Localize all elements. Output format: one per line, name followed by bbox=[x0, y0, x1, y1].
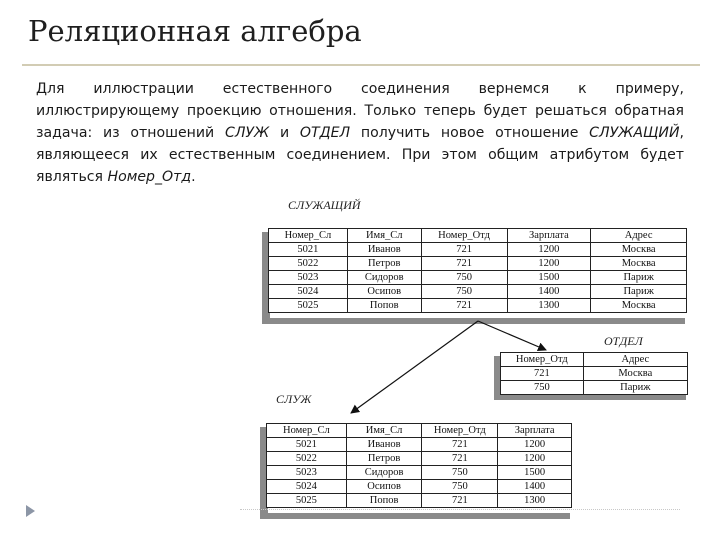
label-sluzh: СЛУЖ bbox=[276, 392, 312, 406]
table-cell: Иванов bbox=[346, 438, 422, 452]
table-cell: Москва bbox=[591, 299, 687, 313]
table-cell: Осипов bbox=[346, 480, 422, 494]
table-cell: 1500 bbox=[498, 466, 572, 480]
table-cell: Москва bbox=[583, 367, 687, 381]
column-header: Имя_Сл bbox=[347, 229, 421, 243]
table-cell: 5021 bbox=[267, 438, 347, 452]
paragraph-text: и bbox=[269, 124, 300, 141]
table-cell: 721 bbox=[422, 494, 498, 508]
table-cell: Петров bbox=[346, 452, 422, 466]
table-cell: 5024 bbox=[267, 480, 347, 494]
table-cell: 1200 bbox=[498, 452, 572, 466]
table-cell: 1200 bbox=[498, 438, 572, 452]
table-cell: 721 bbox=[422, 452, 498, 466]
table-cell: 750 bbox=[421, 271, 507, 285]
table-cell: 5022 bbox=[267, 452, 347, 466]
table-cell: Попов bbox=[346, 494, 422, 508]
table-cell: Сидоров bbox=[347, 271, 421, 285]
table-cell: 5025 bbox=[267, 494, 347, 508]
table-cell: 1200 bbox=[507, 243, 591, 257]
table-cell: 750 bbox=[501, 381, 584, 395]
relation-name: СЛУЖАЩИЙ bbox=[589, 124, 680, 141]
column-header: Адрес bbox=[583, 353, 687, 367]
bullet-arrow-icon bbox=[26, 505, 35, 517]
table-cell: 721 bbox=[421, 299, 507, 313]
table-cell: 5021 bbox=[269, 243, 348, 257]
label-sluzhashchiy: СЛУЖАЩИЙ bbox=[288, 198, 361, 212]
table-cell: Москва bbox=[591, 243, 687, 257]
table-cell: 1300 bbox=[507, 299, 591, 313]
table-cell: 721 bbox=[501, 367, 584, 381]
table-cell: 1200 bbox=[507, 257, 591, 271]
table-cell: 721 bbox=[421, 243, 507, 257]
table-cell: 5023 bbox=[269, 271, 348, 285]
table-cell: 5025 bbox=[269, 299, 348, 313]
column-header: Зарплата bbox=[507, 229, 591, 243]
table-cell: Париж bbox=[591, 285, 687, 299]
column-header: Зарплата bbox=[498, 424, 572, 438]
table-cell: Осипов bbox=[347, 285, 421, 299]
table-cell: Попов bbox=[347, 299, 421, 313]
column-header: Номер_Отд bbox=[421, 229, 507, 243]
table-cell: Париж bbox=[591, 271, 687, 285]
relation-name: ОТДЕЛ bbox=[299, 124, 351, 141]
table-cell: 721 bbox=[422, 438, 498, 452]
footer-divider bbox=[240, 509, 680, 510]
table-cell: 750 bbox=[422, 466, 498, 480]
column-header: Номер_Сл bbox=[269, 229, 348, 243]
table-cell: 5024 bbox=[269, 285, 348, 299]
table-cell: 1400 bbox=[498, 480, 572, 494]
table-cell: 721 bbox=[421, 257, 507, 271]
column-header: Номер_Сл bbox=[267, 424, 347, 438]
table-cell: 750 bbox=[422, 480, 498, 494]
arrow-to-otdel bbox=[478, 321, 546, 350]
relation-name: Номер_Отд bbox=[107, 168, 192, 185]
column-header: Имя_Сл bbox=[346, 424, 422, 438]
paragraph-text: Для иллюстрации естественного соединения вернемся к примеру, иллюстрирующему проекцию отношения. Только теперь будет решаться обратная задача: из отношений bbox=[36, 81, 684, 141]
column-header: Номер_Отд bbox=[501, 353, 584, 367]
table-cell: Париж bbox=[583, 381, 687, 395]
table-cell: 5022 bbox=[269, 257, 348, 271]
column-header: Номер_Отд bbox=[422, 424, 498, 438]
table-cell: 1400 bbox=[507, 285, 591, 299]
arrow-to-sluzh bbox=[351, 321, 478, 413]
column-header: Адрес bbox=[591, 229, 687, 243]
table-cell: 5023 bbox=[267, 466, 347, 480]
relation-name: СЛУЖ bbox=[224, 124, 270, 141]
table-cell: Иванов bbox=[347, 243, 421, 257]
table-cell: Сидоров bbox=[346, 466, 422, 480]
table-cell: 1500 bbox=[507, 271, 591, 285]
table-cell: 1300 bbox=[498, 494, 572, 508]
table-cell: Петров bbox=[347, 257, 421, 271]
slide-title: Реляционная алгебра bbox=[28, 14, 362, 48]
paragraph-text: . bbox=[191, 168, 196, 185]
label-otdel: ОТДЕЛ bbox=[604, 334, 643, 348]
paragraph-text: получить новое отношение bbox=[350, 124, 590, 141]
table-cell: 750 bbox=[421, 285, 507, 299]
paragraph-text: , являющееся их естественным соединением. При этом общим атрибутом будет являться bbox=[36, 124, 684, 185]
table-cell: Москва bbox=[591, 257, 687, 271]
